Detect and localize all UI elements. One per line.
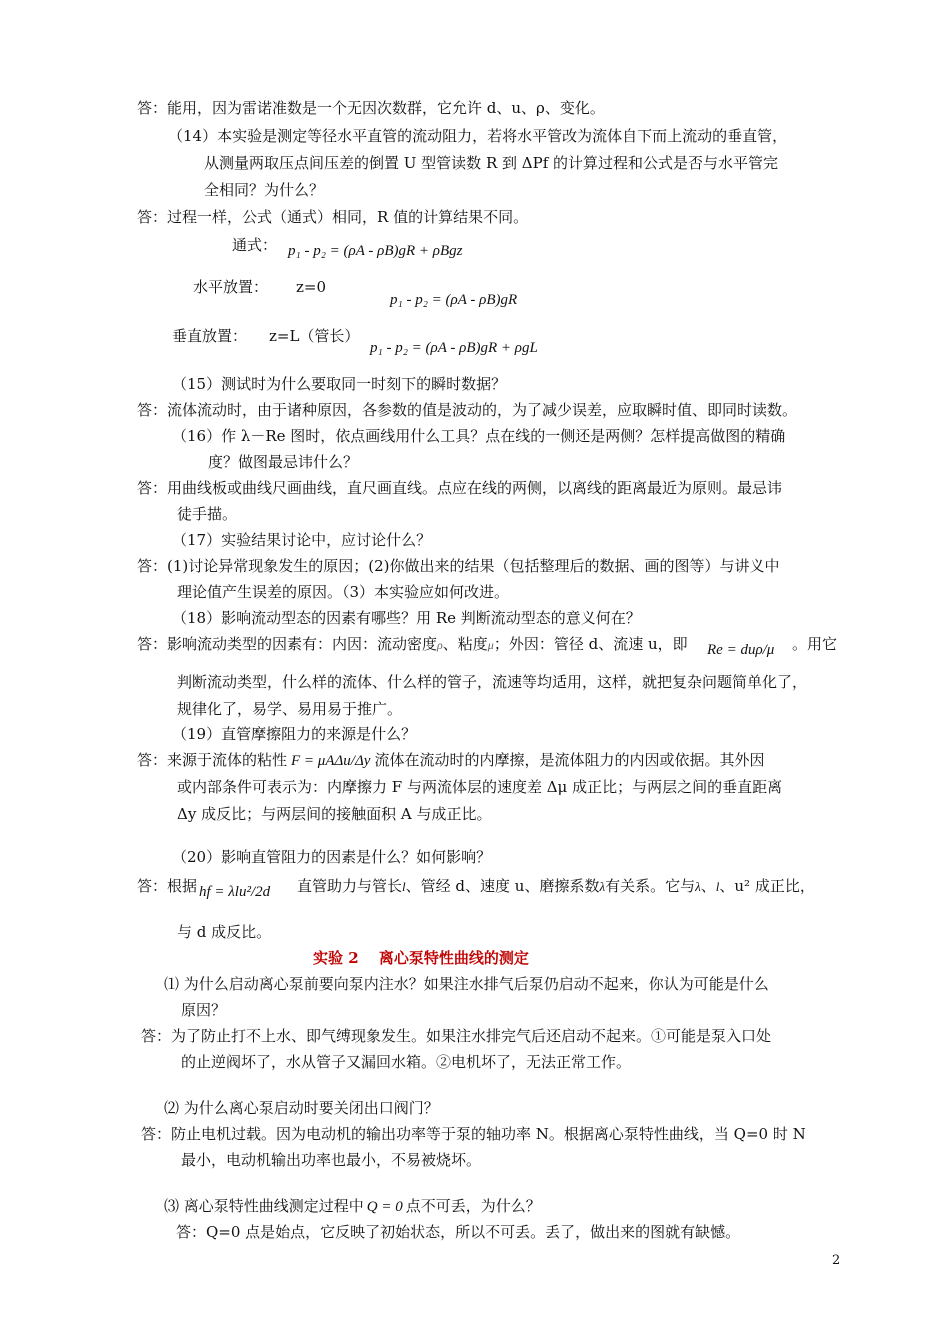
- page-number: 2: [832, 1253, 841, 1268]
- vertical-label: 垂直放置：: [172, 327, 248, 345]
- answer-19-line1: [137, 750, 764, 771]
- answer-19-text-b: 流体在流动时的内摩擦，是流体阻力的内因或依据。其外因: [374, 751, 765, 769]
- answer-19-text-a: 答：来源于流体的粘性: [137, 751, 288, 769]
- pump-question-2: ⑵ 为什么离心泵启动时要关闭出口阀门？: [164, 1099, 439, 1117]
- answer-20-line1: 直管助力与管长l、管经 d、速度 u、磨擦系数λ有关系。它与λ、l、u² 成正比，: [297, 877, 815, 895]
- question-17: （17）实验结果讨论中，应讨论什么？: [172, 531, 432, 549]
- pump-answer-3: 答：Q=0 点是始点，它反映了初始状态，所以不可丢。丢了，做出来的图就有缺憾。: [176, 1223, 741, 1241]
- answer-18-line2: 判断流动类型，什么样的流体、什么样的管子，流速等均适用，这样，就把复杂问题简单化了，: [177, 673, 808, 691]
- question-19: （19）直管摩擦阻力的来源是什么？: [172, 725, 417, 743]
- general-label: 通式：: [232, 236, 278, 254]
- question-14-line2: 从测量两取压点间压差的倒置 U 型管读数 R 到 ΔPf 的计算过程和公式是否与水平管完: [204, 154, 779, 172]
- pump-question-3-text-b: 点不可丢，为什么？: [405, 1197, 541, 1215]
- mu-symbol: μ: [487, 638, 494, 652]
- lambda-symbol: λ: [599, 879, 606, 894]
- length-symbol: l: [402, 879, 406, 894]
- answer-18-text-b: 、粘度: [442, 635, 488, 653]
- pump-answer-2-line2: 最小，电动机输出功率也最小，不易被烧坏。: [181, 1151, 482, 1169]
- rho-symbol: ρ: [437, 638, 443, 652]
- pump-question-3-text-a: ⑶ 离心泵特性曲线测定过程中: [164, 1197, 364, 1215]
- answer-20-line2: 与 d 成反比。: [177, 923, 272, 941]
- hf-formula: hf = λlu²/2d: [199, 884, 271, 900]
- answer-19-line3: Δy 成反比；与两层间的接触面积 A 与成正比。: [177, 805, 492, 823]
- answer-13: 答：能用，因为雷诺准数是一个无因次数群，它允许 d、u、ρ、变化。: [137, 99, 605, 117]
- length-symbol-2: l: [715, 879, 720, 894]
- lambda-symbol-2: λ: [695, 879, 701, 894]
- question-14: （14）本实验是测定等径水平直管的流动阻力，若将水平管改为流体自下而上流动的垂直管，: [168, 127, 788, 145]
- answer-16-line2: 徒手描。: [177, 505, 238, 523]
- answer-20-text-c: 、管经 d、速度 u、磨擦系数: [405, 877, 600, 895]
- answer-20-text-d: 有关系。它与: [605, 877, 696, 895]
- answer-14: 答：过程一样，公式（通式）相同，R 值的计算结果不同。: [137, 208, 529, 226]
- horizontal-label: 水平放置：: [193, 278, 269, 296]
- question-18: （18）影响流动型态的因素有哪些？用 Re 判断流动型态的意义何在？: [172, 609, 641, 627]
- vertical-formula: p₁ - p₂ = (ρA - ρB)gR + ρgL: [370, 340, 538, 356]
- pump-answer-2: 答：防止电机过载。因为电动机的输出功率等于泵的轴功率 N。根据离心泵特性曲线，当 Q=0 时 N: [141, 1125, 806, 1143]
- general-formula: p₁ - p₂ = (ρA - ρB)gR + ρBgz: [288, 243, 463, 259]
- answer-18-line1: [137, 634, 688, 655]
- answer-20-text-a: 答：根据: [137, 877, 198, 895]
- question-16-line2: 度？做图最忌讳什么？: [208, 453, 359, 471]
- answer-18-text-a: 答：影响流动类型的因素有：内因：流动密度: [137, 635, 438, 653]
- vertical-condition: z=L（管长）: [269, 327, 360, 345]
- q-zero-formula: Q = 0: [366, 1199, 403, 1215]
- answer-20-text-e: 、u² 成正比，: [719, 877, 815, 895]
- pump-answer-1-line2: 的止逆阀坏了，水从管子又漏回水箱。②电机坏了，无法正常工作。: [181, 1053, 632, 1071]
- question-14-line3: 全相同？为什么？: [204, 181, 325, 199]
- answer-20-text-b: 直管助力与管长: [297, 877, 403, 895]
- section-heading: 实验 2 离心泵特性曲线的测定: [313, 949, 529, 967]
- horizontal-formula: p₁ - p₂ = (ρA - ρB)gR: [390, 292, 518, 308]
- reynolds-formula: Re = duρ/μ: [707, 642, 775, 658]
- answer-18-text-d: 。用它: [792, 635, 838, 653]
- answer-18-line3: 规律化了，易学、易用易于推广。: [177, 700, 403, 718]
- answer-18-text-c: ；外因：管径 d、流速 u，即: [493, 635, 688, 653]
- answer-16: 答：用曲线板或曲线尺画曲线，直尺画直线。点应在线的两侧，以离线的距离最近为原则。最忌讳: [137, 479, 783, 497]
- answer-15: 答：流体流动时，由于诸种原因，各参数的值是波动的，为了减少误差，应取瞬时值、即同时读数。: [137, 401, 798, 419]
- horizontal-condition: z=0: [296, 278, 327, 296]
- pump-question-3: [164, 1196, 541, 1217]
- pump-question-1-line2: 原因？: [181, 1001, 227, 1019]
- question-20: （20）影响直管阻力的因素是什么？如何影响？: [172, 848, 492, 866]
- answer-17-line2: 理论值产生误差的原因。（3）本实验应如何改进。: [177, 583, 510, 601]
- pump-question-1: ⑴ 为什么启动离心泵前要向泵内注水？如果注水排气后泵仍启动不起来，你认为可能是什么: [164, 975, 769, 993]
- answer-17: 答：(1)讨论异常现象发生的原因；(2)你做出来的结果（包括整理后的数据、画的图等）与讲义中: [137, 557, 780, 575]
- question-16: （16）作 λ－Re 图时，依点画线用什么工具？点在线的一侧还是两侧？怎样提高做图的精确: [172, 427, 786, 445]
- question-15: （15）测试时为什么要取同一时刻下的瞬时数据？: [172, 375, 507, 393]
- pump-answer-1: 答：为了防止打不上水、即气缚现象发生。如果注水排完气后还启动不起来。①可能是泵入口处: [141, 1027, 772, 1045]
- newton-viscosity-formula: F = μAΔu/Δy: [291, 753, 371, 769]
- answer-19-line2: 或内部条件可表示为：内摩擦力 F 与两流体层的速度差 Δμ 成正比；与两层之间的垂直距离: [177, 778, 783, 796]
